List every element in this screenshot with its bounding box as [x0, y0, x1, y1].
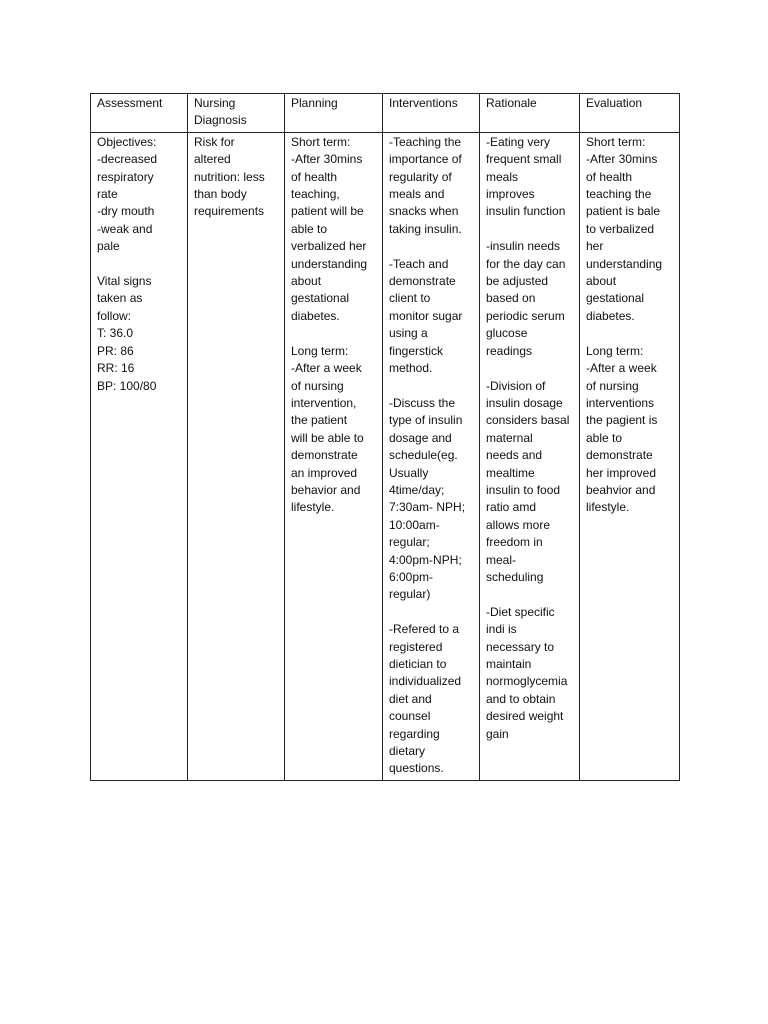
cell-interventions: -Teaching the importance of regularity of meals and snacks when taking insulin. -Teach and demonstrate client to monitor sugar using a fingerstick method. -Discuss the type of insulin dosage and schedule(eg. Usually 4time/day; 7:30am- NPH; 10:00am- regular; 4:00pm-NPH; 6:00pm- regular) -Refered to a registered dietician to individualized diet and counsel regarding dietary questions.	[383, 132, 480, 780]
header-planning: Planning	[285, 94, 383, 133]
cell-assessment: Objectives: -decreased respiratory rate -dry mouth -weak and pale Vital signs taken as follow: T: 36.0 PR: 86 RR: 16 BP: 100/80	[91, 132, 188, 780]
header-evaluation: Evaluation	[580, 94, 680, 133]
header-rationale: Rationale	[480, 94, 580, 133]
table-row	[91, 132, 680, 780]
cell-evaluation: Short term: -After 30mins of health teaching the patient is bale to verbalized her understanding about gestational diabetes. Long term: -After a week of nursing interventions the pagient is able to demonstrate her improved beahvior and lifestyle.	[580, 132, 680, 780]
header-row	[91, 94, 680, 133]
header-interventions: Interventions	[383, 94, 480, 133]
cell-nursing-diagnosis: Risk for altered nutrition: less than body requirements	[188, 132, 285, 780]
nursing-care-plan-table	[90, 93, 680, 781]
cell-planning: Short term: -After 30mins of health teaching, patient will be able to verbalized her understanding about gestational diabetes. Long term: -After a week of nursing intervention, the patient will be able to demonstrate an improved behavior and lifestyle.	[285, 132, 383, 780]
header-nursing-diagnosis: Nursing Diagnosis	[188, 94, 285, 133]
header-assessment: Assessment	[91, 94, 188, 133]
cell-rationale: -Eating very frequent small meals improves insulin function -insulin needs for the day can be adjusted based on periodic serum glucose readings -Division of insulin dosage considers basal maternal needs and mealtime insulin to food ratio amd allows more freedom in meal- scheduling -Diet specific indi is necessary to maintain normoglycemia and to obtain desired weight gain	[480, 132, 580, 780]
